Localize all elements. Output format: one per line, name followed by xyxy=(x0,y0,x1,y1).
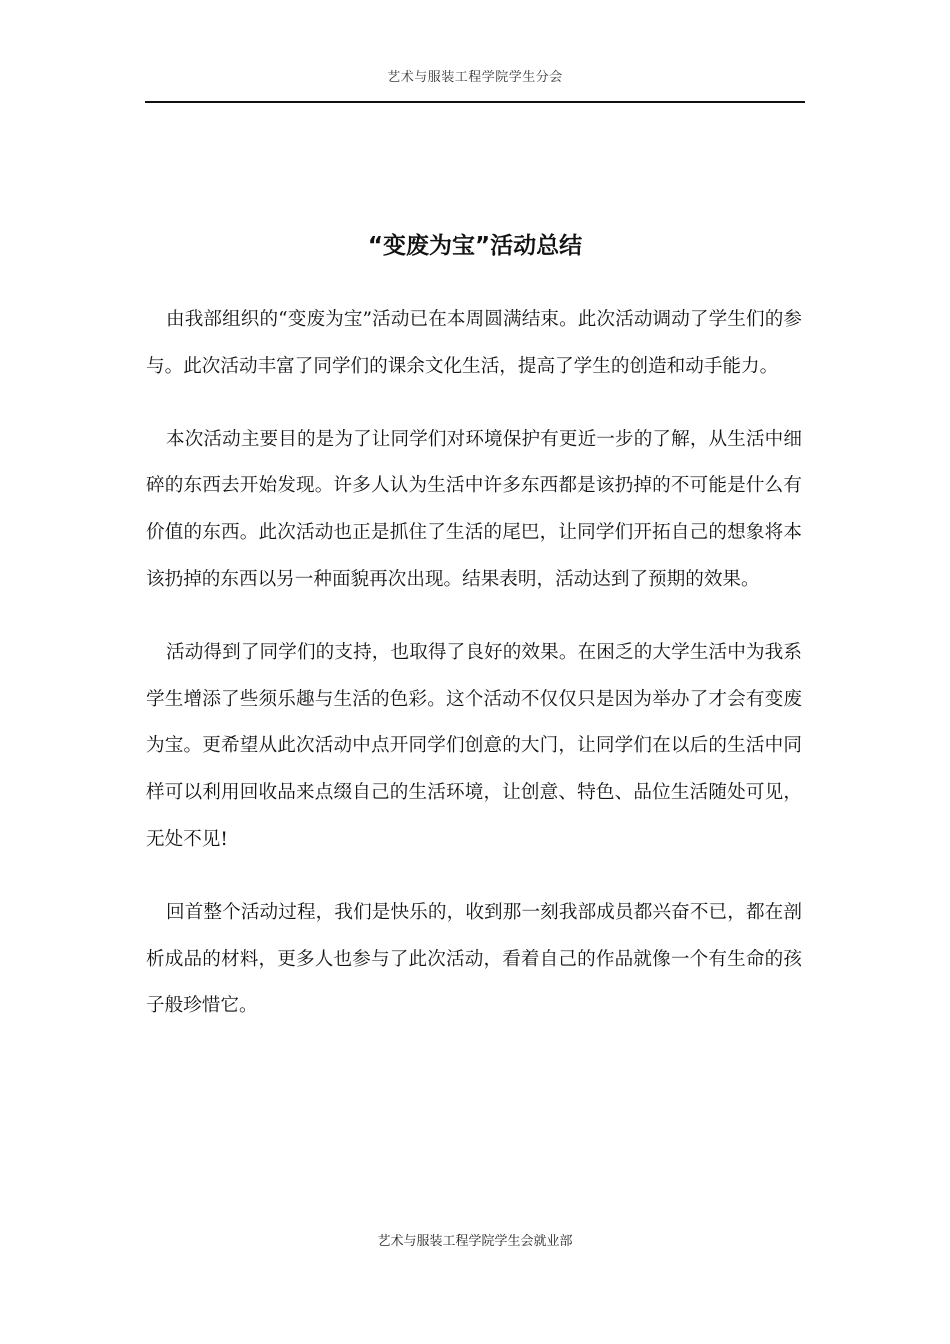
header-divider xyxy=(145,101,805,103)
document-title: “变废为宝”活动总结 xyxy=(367,233,583,259)
document-body xyxy=(146,297,802,1056)
page-header: 艺术与服装工程学院学生分会 xyxy=(387,70,563,85)
paragraph-4: 回首整个活动过程，我们是快乐的，收到那一刻我部成员都兴奋不已，都在剖析成品的材料，更多人也参与了此次活动，看着自己的作品就像一个有生命的孩子般珍惜它。 xyxy=(146,901,802,1017)
paragraph-3: 活动得到了同学们的支持，也取得了良好的效果。在困乏的大学生活中为我系学生增添了些须乐趣与生活的色彩。这个活动不仅仅只是因为举办了才会有变废为宝。更希望从此次活动中点开同学们创意的大门，让同学们在以后的生活中同样可以利用回收品来点缀自己的生活环境，让创意、特色、品位生活随处可见，无处不见! xyxy=(146,641,802,850)
page-footer: 艺术与服装工程学院学生会就业部 xyxy=(377,1234,573,1249)
paragraph-2: 本次活动主要目的是为了让同学们对环境保护有更近一步的了解，从生活中细碎的东西去开始发现。许多人认为生活中许多东西都是该扔掉的不可能是什么有价值的东西。此次活动也正是抓住了生活的尾巴，让同学们开拓自己的想象将本该扔掉的东西以另一种面貌再次出现。结果表明，活动达到了预期的效果。 xyxy=(146,428,802,590)
paragraph-1: 由我部组织的“变废为宝”活动已在本周圆满结束。此次活动调动了学生们的参与。此次活动丰富了同学们的课余文化生活，提高了学生的创造和动手能力。 xyxy=(146,309,802,377)
